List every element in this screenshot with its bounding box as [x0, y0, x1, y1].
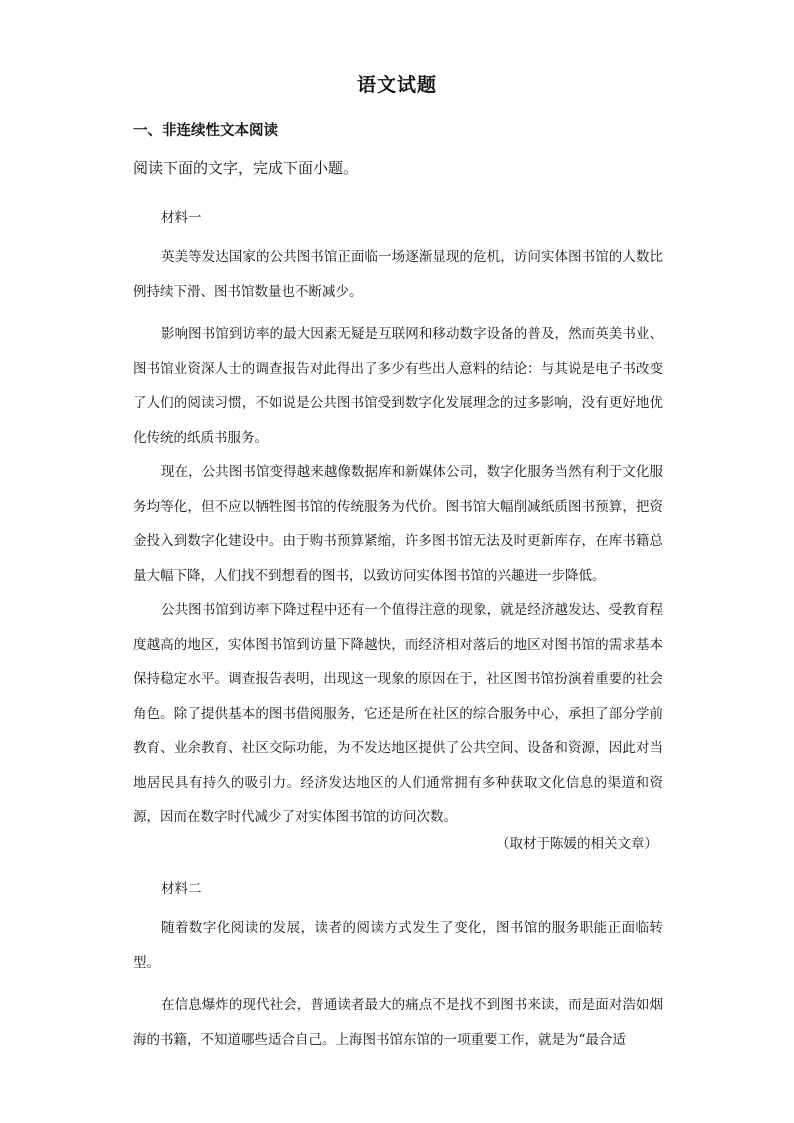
material-2-paragraph-1: 随着数字化阅读的发展，读者的阅读方式发生了变化，图书馆的服务职能正面临转型。 [133, 920, 663, 971]
material-1-paragraph-2: 影响图书馆到访率的最大因素无疑是互联网和移动数字设备的普及，然而英美书业、图书馆业资深人士的调查报告对此得出了多少有些出人意料的结论：与其说是电子书改变了人们的阅读习惯，不如说是公共图书馆受到数字化发展理念的过多影响，没有更好地优化传统的纸质书服务。 [133, 326, 663, 446]
material-1-paragraph-3: 现在，公共图书馆变得越来越像数据库和新媒体公司，数字化服务当然有利于文化服务均等化，但不应以牺牲图书馆的传统服务为代价。图书馆大幅削减纸质图书预算，把资金投入到数字化建设中。由于购书预算紧缩，许多图书馆无法及时更新库存，在库书籍总量大幅下降，人们找不到想看的图书，以致访问实体图书馆的兴趣进一步降低。 [133, 464, 663, 584]
section-heading: 一、非连续性文本阅读 [133, 123, 278, 139]
material-2-paragraph-2: 在信息爆炸的现代社会，普通读者最大的痛点不是找不到图书来读，而是面对浩如烟海的书籍，不知道哪些适合自己。上海图书馆东馆的一项重要工作，就是为“最合适 [133, 997, 663, 1048]
material-2-label: 材料二 [161, 881, 202, 897]
instruction-text: 阅读下面的文字，完成下面小题。 [133, 159, 359, 177]
material-1-label: 材料一 [161, 210, 202, 226]
material-1-source: （取材于陈媛的相关文章） [496, 836, 658, 852]
material-1-paragraph-4: 公共图书馆到访率下降过程中还有一个值得注意的现象，就是经济越发达、受教育程度越高的地区，实体图书馆到访量下降越快，而经济相对落后的地区对图书馆的需求基本保持稳定水平。调查报告表明，出现这一现象的原因在于，社区图书馆扮演着重要的社会角色。除了提供基本的图书借阅服务，它还是所在社区的综合服务中心，承担了部分学前教育、业余教育、社区交际功能，为不发达地区提供了公共空间、设备和资源，因此对当地居民具有持久的吸引力。经济发达地区的人们通常拥有多种获取文化信息的渠道和资源，因而在数字时代减少了对实体图书馆的访问次数。 [133, 602, 663, 825]
page-title: 语文试题 [356, 74, 437, 96]
material-1-paragraph-1: 英美等发达国家的公共图书馆正面临一场逐渐显现的危机，访问实体图书馆的人数比例持续下滑、图书馆数量也不断减少。 [133, 249, 663, 300]
